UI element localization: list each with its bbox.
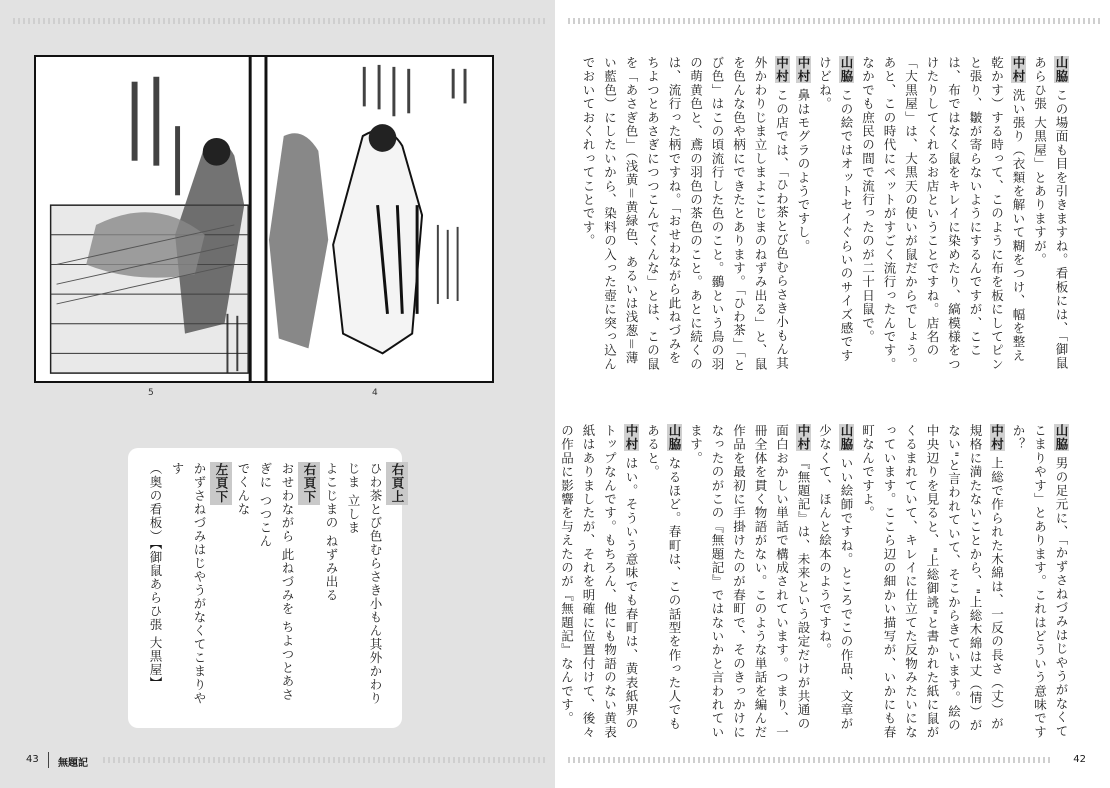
dialogue-text: この店では、「ひわ茶とび色むらさき小もん其外かわりじま立しまよこじまのねずみ出る」と、鼠を色んな色や柄にできたとあります。「ひわ茶」「とび色」はこの頃流行した色のこと。鶸という鳥の羽の萌黄色と、鳶の羽色の茶色のこと。あとに続くのは、流行った柄ですね。「おせわながら此ねづみを ちよつとあさぎにつつこんでくんな」とは、この鼠を「あさぎ色」（浅黄＝黄緑色、あるいは浅葱＝薄い藍色）にしたいから、染料の入った壺に突っ込んでおいておくれってことです。 — [581, 56, 790, 373]
book-title: 無題記 — [58, 758, 88, 769]
page-number-right: 42 — [1073, 754, 1086, 765]
lyric-line: おせわながら 此ねづみを ちよつとあさぎに つつこん — [258, 462, 295, 702]
page-number-left: 43 — [26, 754, 39, 765]
dialogue-text: 洗い張り（衣類を解いて糊をつけ、幅を整え乾かす）する時って、このように布を板にしてピンと張り、皺が寄らないようにするんですが、ここは、布ではなく鼠をキレイに染めたり、縞模様をつけたりしてくれるお店ということですね。店名の「大黒屋」は、大黒天の使いが鼠だからでしょう。あと、この時代にペットがすごく流行ったんです。なかでも庶民の間で流行ったのが二十日鼠で。 — [860, 56, 1026, 372]
dialogue-block-bottom — [556, 424, 1072, 742]
speaker-label: 山脇 — [1054, 424, 1069, 452]
illustration-drawing — [36, 57, 492, 381]
woodblock-illustration — [34, 55, 494, 383]
lyric-label: 左頁下 — [210, 462, 232, 505]
dialogue-text: 『無題記』は、未来という設定だけが共通の面白おかしい単話で構成されています。つまり、一冊全体を貫く物語がない。このような単話を編んだ作品を最初に手掛けたのが春町で、そのきっかけになったのがこの『無題記』ではないかと言われています。 — [688, 424, 811, 740]
top-ornament — [565, 18, 1100, 24]
dialogue-text: なるほど。春町は、この話型を作った人でもあると。 — [645, 424, 682, 731]
image-caption-right: 4 — [372, 388, 378, 398]
footer-divider — [48, 752, 49, 768]
image-caption-left: 5 — [148, 388, 154, 398]
dialogue-text: はい。そういう意味でも春町は、黄表紙界のトップなんです。もちろん、他にも物語のない黄表紙はありましたが、それを明確に位置付けて、後々の作品に影響を与えたのが『無題記』なんです。 — [559, 424, 639, 740]
dialogue-text: 男の足元に、「かずさねづみはじやうがなくてこまりやす」とあります。これはどういう意味ですか？ — [1011, 424, 1069, 740]
bottom-ornament — [100, 757, 545, 763]
speaker-label: 中村 — [774, 56, 790, 84]
lyric-label: 右頁上 — [386, 462, 408, 505]
dialogue-text: 上総で作られた木綿は、一反の長さ（丈）が規格に満たないことから、"上総木綿は丈（情）がない"と言われていて、そこからきています。絵の中央辺りを見ると、"上総御誂"と書かれた紙に鼠がくるまれていて、キレイに仕立てた反物みたいになっています。ここら辺の細かい描写が、いかにも春町なんですよ。 — [860, 424, 1005, 740]
bottom-ornament — [565, 757, 1050, 763]
lyric-label: 右頁下 — [298, 462, 320, 505]
lyric-text — [144, 462, 408, 714]
speaker-label: 中村 — [624, 424, 639, 452]
speaker-label: 中村 — [1011, 56, 1026, 84]
top-ornament — [10, 18, 545, 24]
dialogue-block-top — [578, 56, 1073, 374]
lyric-transcription-box — [128, 448, 405, 728]
lyric-line: でくんな — [236, 462, 251, 516]
speaker-label: 山脇 — [1054, 56, 1069, 84]
speaker-label: 山脇 — [839, 424, 854, 452]
lyric-line: ひわ茶とび色むらさき小もん其外かわりじま 立しま — [346, 462, 383, 705]
lyric-line: （奥の看板）【御鼠あらひ張 大黒屋】 — [148, 462, 163, 691]
speaker-label: 中村 — [989, 424, 1005, 452]
speaker-label: 中村 — [796, 424, 811, 452]
dialogue-text: この絵ではオットセイぐらいのサイズ感ですけどね。 — [817, 56, 854, 363]
speaker-label: 山脇 — [667, 424, 682, 452]
speaker-label: 中村 — [796, 56, 811, 84]
dialogue-text: 鼻はモグラのようですし。 — [796, 88, 811, 253]
lyric-line: かずさねづみはじやうがなくてこまりやす — [170, 462, 207, 705]
speaker-label: 山脇 — [839, 56, 854, 84]
dialogue-text: この場面も目を引きますね。看板には、「御鼠あらひ張 大黒屋」とありますが。 — [1032, 56, 1069, 371]
dialogue-text: いい絵師ですね。ところでこの作品、文章が少なくて、ほんと絵本のようですね。 — [817, 424, 854, 731]
lyric-line: よこじまの ねずみ出る — [324, 462, 339, 602]
